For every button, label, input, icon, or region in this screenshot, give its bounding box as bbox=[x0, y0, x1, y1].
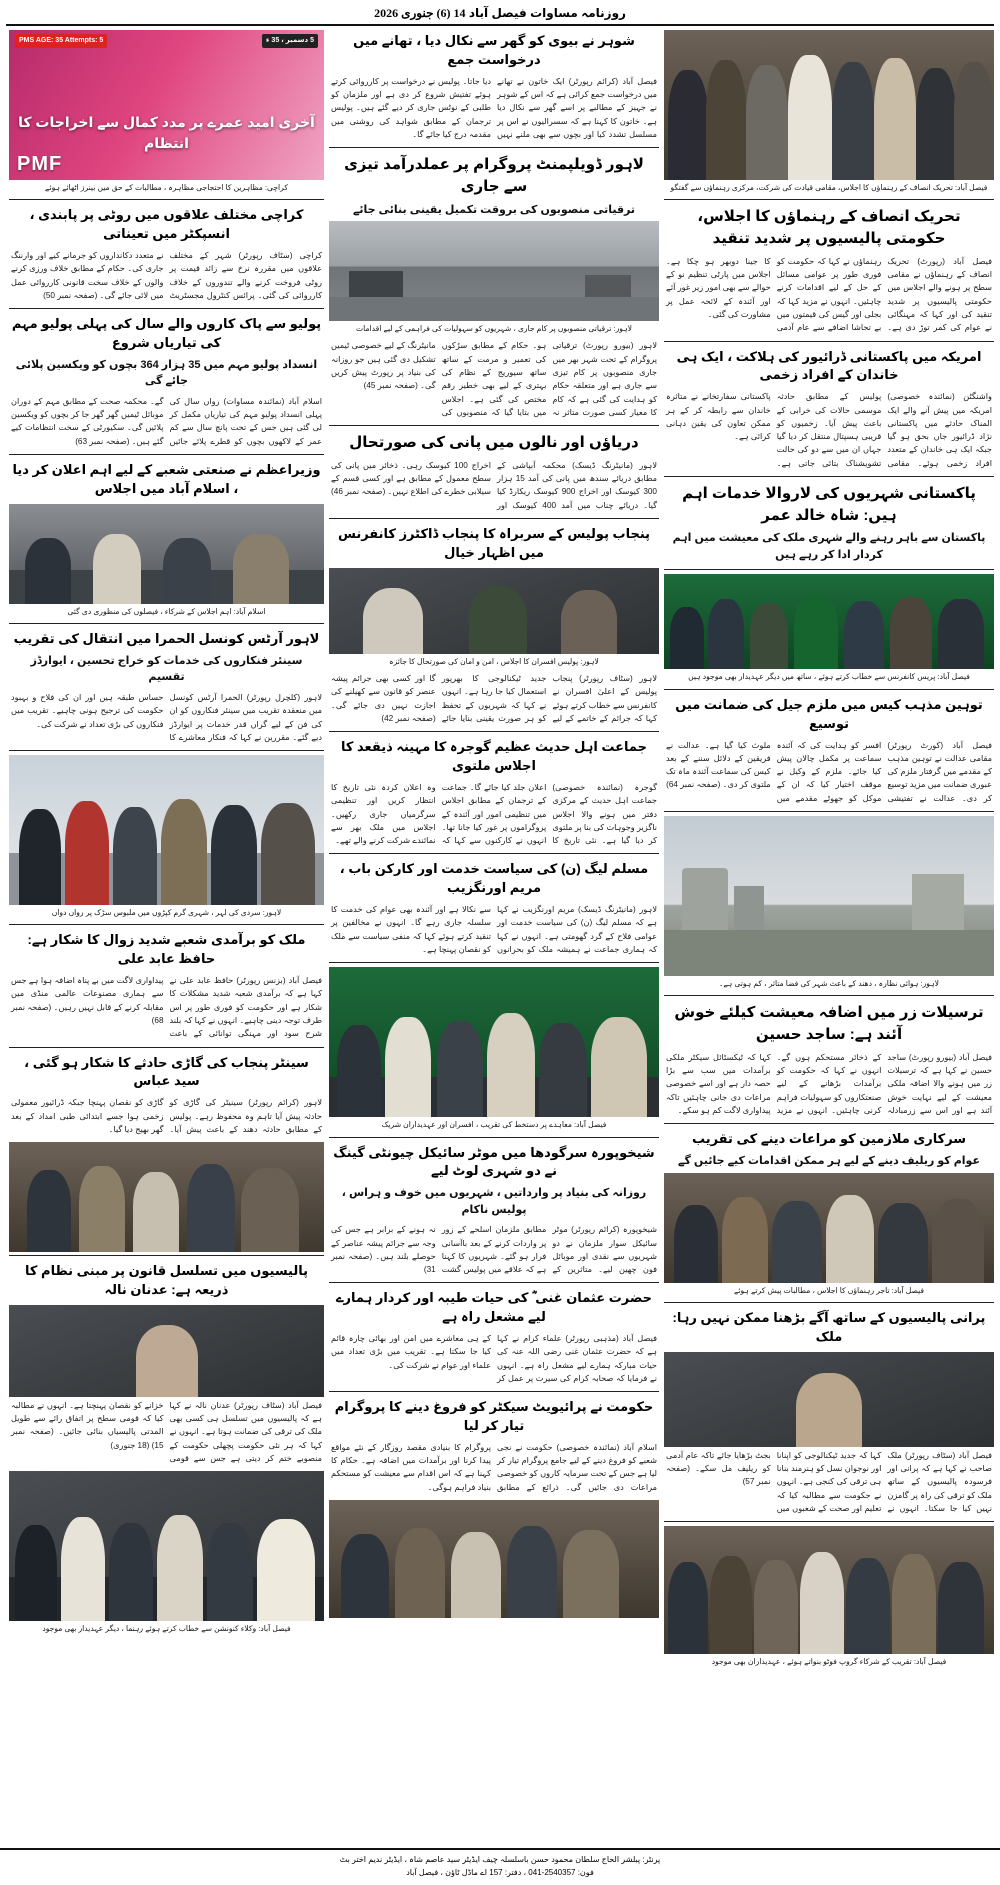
article-b4 bbox=[329, 523, 659, 732]
footer-line-1: پرنٹر: پبلشر الحاج سلطان محمود حسن باسلسلہ چیف ایڈیٹر سید عاصم شاہ ، ایڈیٹر ندیم اختر بٹ bbox=[339, 1854, 661, 1864]
photo-portrait-c9 bbox=[9, 1305, 324, 1397]
photo-bottom-right bbox=[664, 1526, 994, 1673]
subhead-a6: عوام کو ریلیف دینے کے لیے ہر ممکن اقدامات کیے جائیں گے bbox=[678, 1155, 980, 1168]
headline-a2: امریکہ میں پاکستانی ڈرائیور کی ہلاکت ، ایک ہی خاندان کے افراد زخمی bbox=[676, 348, 982, 383]
column-right bbox=[664, 30, 994, 1830]
article-c8 bbox=[9, 1052, 324, 1257]
body-c8: لاہور (کرائم رپورٹر) سینیٹر کی گاڑی کو حادثہ پیش آیا تاہم وہ محفوظ رہے۔ پولیس کے مطابق حادثہ دھند کے باعث پیش آیا۔ گاڑی کو نقصان پہنچا جبکہ ڈرائیور معمولی زخمی ہوا جسے ابتدائی طبی امداد کے بعد گھر بھیج دیا گیا۔ bbox=[11, 1098, 322, 1134]
headline-a5: ترسیلات زر میں اضافہ معیشت کیلئے خوش آئند ہے: ساجد حسین bbox=[674, 1004, 984, 1044]
article-a2 bbox=[664, 346, 994, 477]
subhead-b2: ترقیاتی منصوبوں کی بروقت تکمیل یقینی بنائی جائے bbox=[352, 203, 636, 216]
article-c5 bbox=[9, 628, 324, 751]
caption-bottom-right: فیصل آباد: تقریب کے شرکاء گروپ فوٹو بنواتے ہوئے ، عہدیداران بھی موجود bbox=[711, 1657, 947, 1667]
body-b2: لاہور (بیورو رپورٹ) ترقیاتی پروگرام کے تحت شہر بھر میں جاری منصوبوں پر کام تیزی سے جاری ہے اور متعلقہ حکام کو ہدایت کی گئی ہے کہ کام کا معیار کسی صورت متاثر نہ ہو۔ حکام کے مطابق سڑکوں کی تعمیر و مرمت کے ساتھ ساتھ سیوریج کے نظام کی بہتری کے لیے بھی خطیر رقم مختص کی گئی ہے۔ اجلاس میں بتایا گیا کہ منصوبوں کی مانیٹرنگ کے لیے خصوصی ٹیمیں تشکیل دی گئی ہیں جو روزانہ کی بنیاد پر رپورٹ پیش کریں گی۔ (صفحہ نمبر 45) bbox=[331, 341, 657, 417]
headline-a1: تحریک انصاف کے رہنماؤں کا اجلاس، حکومتی پالیسیوں پر شدید تنقید bbox=[697, 208, 961, 248]
headline-b5: جماعت اہل حدیث عظیم گوجرہ کا مہینہ ذیقعد کا اجلاس ملتوی bbox=[340, 739, 648, 774]
body-a2: واشنگٹن (نمائندہ خصوصی) امریکہ میں پیش آنے والے ایک المناک حادثے میں پاکستانی نژاد ڈرائیور جاں بحق ہو گیا جبکہ ایک ہی خاندان کے متعدد افراد زخمی ہوئے۔ مقامی پولیس کے مطابق حادثہ موسمی حالات کی خرابی کے باعث پیش آیا۔ زخمیوں کو قریبی ہسپتال منتقل کر دیا گیا جہاں ان میں سے دو کی حالت تشویشناک بتائی جاتی ہے۔ پاکستانی سفارتخانے نے متاثرہ خاندان سے رابطہ کر کے ہر ممکن تعاون کی یقین دہانی کرائی ہے۔ bbox=[666, 392, 992, 468]
headline-b9: حکومت نے پرائیویٹ سیکٹر کو فروغ دینے کا پروگرام تیار کر لیا bbox=[334, 1399, 654, 1434]
photo-group-meeting bbox=[664, 30, 994, 180]
caption-b7: فیصل آباد: معاہدے پر دستخط کی تقریب ، افسران اور عہدیداران شریک bbox=[381, 1120, 607, 1130]
photo-police-officials bbox=[329, 568, 659, 654]
subhead-c5: سینئر فنکاروں کی خدمات کو خراج تحسین ، ایوارڈز تقسیم bbox=[30, 654, 303, 684]
article-a3 bbox=[664, 481, 994, 571]
subhead-b7: روزانہ کی بنیاد پر وارداتیں ، شہریوں میں خوف و ہراس ، پولیس ناکام bbox=[341, 1187, 647, 1216]
body-a1: فیصل آباد (رپورٹ) تحریک انصاف کے رہنماؤں نے مقامی سطح پر ہونے والے اجلاس میں حکومتی پالیسیوں پر شدید تنقید کی اور کہا کہ مہنگائی نے عوام کی کمر توڑ دی ہے۔ رہنماؤں نے کہا کہ حکومت کو فوری طور پر عوامی مسائل کے حل کے لیے اقدامات کرنے چاہئیں۔ انہوں نے مزید کہا کہ بجلی اور گیس کی قیمتوں میں بے تحاشا اضافے سے عام آدمی کا جینا دوبھر ہو چکا ہے۔ اجلاس میں پارٹی تنظیم نو کے حوالے سے بھی امور زیر غور آئے اور آئندہ کے لائحہ عمل پر مشاورت کی گئی۔ bbox=[666, 256, 992, 333]
page-grid bbox=[6, 30, 994, 1830]
masthead-date: 14 (6) جنوری 2026 bbox=[374, 6, 466, 20]
headline-c8: سینٹر پنجاب کی گاڑی حادثے کا شکار ہو گئی ، سید عباس bbox=[24, 1054, 309, 1089]
article-b6 bbox=[329, 858, 659, 963]
caption-a1: فیصل آباد: تحریک انصاف کے رہنماؤں کا اجلاس، مقامی قیادت کی شرکت، مرکزی رہنماؤں سے گفتگو bbox=[670, 183, 988, 192]
article-b7-photo bbox=[329, 967, 659, 1137]
headline-b4: پنجاب پولیس کے سربراہ کا پنجاب ڈاکٹرز کانفرنس میں اظہار خیال bbox=[337, 526, 651, 560]
article-a1 bbox=[664, 30, 994, 200]
body-b8: فیصل آباد (مذہبی رپورٹر) علماء کرام نے کہا ہے کہ حضرت عثمان غنی رضی اللہ عنہ کی حیات مبارکہ ہمارے لیے مشعل راہ ہے۔ انہوں نے فرمایا کہ صحابہ کرام کی سیرت پر عمل کر کے ہی معاشرے میں امن اور بھائی چارہ قائم کیا جا سکتا ہے۔ تقریب میں بڑی تعداد میں علماء اور عوام نے شرکت کی۔ bbox=[331, 1334, 657, 1383]
page-footer bbox=[0, 1848, 1000, 1885]
article-b7-text bbox=[329, 1142, 659, 1284]
article-c9 bbox=[9, 1260, 324, 1640]
body-b7: شیخوپورہ (کرائم رپورٹر) موٹر سائیکل سوار ملزمان نے دو شہریوں سے نقدی اور موبائل فون چھین لیے۔ متاثرین کے مطابق ملزمان اسلحے کے زور پر واردات کرنے کے بعد باآسانی فرار ہو گئے۔ شہریوں کا کہنا ہے کہ علاقے میں پولیس گشت نہ ہونے کے برابر ہے جس کی وجہ سے جرائم پیشہ عناصر کے حوصلے بلند ہیں۔ (صفحہ نمبر 31) bbox=[331, 1225, 657, 1275]
article-a6 bbox=[664, 1128, 994, 1303]
photo-city-skyline bbox=[664, 816, 994, 976]
masthead bbox=[6, 4, 994, 26]
photo-press-conference bbox=[664, 574, 994, 669]
photo-indoor-meeting bbox=[329, 1500, 659, 1618]
headline-b1: شوہر نے بیوی کو گھر سے نکال دیا ، تھانے میں درخواست جمع bbox=[353, 33, 635, 67]
article-c3 bbox=[9, 313, 324, 455]
headline-b6: مسلم لیگ (ن) کی سیاست خدمت اور کارکن باب ، مریم اورنگزیب bbox=[339, 861, 649, 896]
body-b6: لاہور (مانیٹرنگ ڈیسک) مریم اورنگزیب نے کہا ہے کہ مسلم لیگ (ن) کی سیاست خدمت اور عوامی فلاح کے گرد گھومتی ہے۔ انہوں نے کہا کہ ہماری جماعت نے ہمیشہ ملک کو بحرانوں سے نکالا ہے اور آئندہ بھی عوام کی خدمت کا سلسلہ جاری رہے گا۔ انہوں نے مخالفین پر تنقید کرتے ہوئے کہا کہ منفی سیاست سے ملک کو نقصان پہنچا ہے۔ bbox=[331, 905, 657, 954]
photo-city bbox=[664, 816, 994, 996]
article-a1-text bbox=[664, 204, 994, 341]
subhead-a3: پاکستان سے باہر رہنے والے شہری ملک کی معیشت میں اہم کردار ادا کر رہے ہیں bbox=[672, 532, 986, 561]
headline-c7: ملک کو برآمدی شعبے شدید زوال کا شکار ہے: حافظ عابد علی bbox=[27, 932, 306, 967]
article-a5 bbox=[664, 1000, 994, 1124]
body-c3: اسلام آباد (نمائندہ مساوات) رواں سال کی پہلی انسداد پولیو مہم کی تیاریاں مکمل کر لی گئی ہیں جس کے تحت پانچ سال سے کم عمر کے لاکھوں بچوں کو قطرے پلائے جائیں گے۔ محکمہ صحت کے مطابق مہم کے دوران موبائل ٹیمیں گھر گھر جا کر بچوں کو ویکسین پلائیں گی۔ سکیورٹی کے سخت انتظامات کیے گئے ہیں۔ (صفحہ نمبر 63) bbox=[11, 396, 322, 446]
caption-city: لاہور: ہوائی نظارہ ، دھند کے باعث شہر کی فضا متاثر ، کم ہوتی ہے۔ bbox=[718, 978, 940, 988]
photo-lawyers-convention bbox=[9, 1471, 324, 1621]
headline-b3: دریاؤں اور نالوں میں پانی کی صورتحال bbox=[349, 434, 639, 452]
advert-banner[interactable] bbox=[9, 30, 324, 180]
column-left bbox=[9, 30, 324, 1830]
body-b5: گوجرہ (نمائندہ خصوصی) جماعت اہل حدیث کے مرکزی دفتر میں ہونے والا اجلاس ناگزیر وجوہات کی بنا پر ملتوی کر دیا گیا ہے۔ نئی تاریخ کا اعلان جلد کیا جائے گا۔ جماعت کے ترجمان کے مطابق اجلاس میں تنظیمی امور اور آئندہ کے پروگراموں پر غور کیا جانا تھا۔ انہوں نے کارکنوں سے کہا کہ وہ اعلان کردہ نئی تاریخ کا انتظار کریں اور تنظیمی سرگرمیاں جاری رکھیں۔ اجلاس میں ملک بھر سے نمائندے شرکت کرنے والے تھے۔ bbox=[331, 782, 657, 846]
article-b5 bbox=[329, 736, 659, 854]
article-b2 bbox=[329, 152, 659, 426]
article-b3 bbox=[329, 430, 659, 519]
photo-shop-front bbox=[9, 1142, 324, 1252]
article-c6-photo bbox=[9, 755, 324, 925]
caption-a4: فیصل آباد: پریس کانفرنس سے خطاب کرتے ہوئے ، ساتھ میں دیگر عہدیدار بھی موجود ہیں bbox=[688, 672, 970, 682]
photo-street-protest bbox=[9, 755, 324, 905]
subhead-c3: انسداد پولیو مہم میں 35 ہزار 364 بچوں کو ویکسین پلائی جائے گی bbox=[15, 358, 318, 388]
photo-road-work bbox=[329, 221, 659, 321]
caption-c1: کراچی: مظاہرین کا احتجاجی مظاہرہ ، مطالبات کے حق میں بینرز اٹھائے ہوئے bbox=[45, 183, 288, 192]
advert-logo: PMF bbox=[17, 153, 63, 175]
headline-b8: حضرت عثمان غنی ؓ کی حیات طیبہ اور کردار ہمارے لیے مشعل راہ ہے bbox=[335, 1290, 653, 1325]
photo-group-bottom bbox=[664, 1526, 994, 1654]
caption-a6: فیصل آباد: تاجر رہنماؤں کا اجلاس ، مطالبات پیش کرتے ہوئے bbox=[733, 1285, 925, 1295]
body-b1: فیصل آباد (کرائم رپورٹر) ایک خاتون نے تھانے میں درخواست جمع کرائی ہے کہ اس کے شوہر نے جہیز کے مطالبے پر اسے گھر سے نکال دیا ہے۔ خاتون کا کہنا ہے کہ سسرالیوں نے اس پر مسلسل تشدد کیا اور بچوں سے بھی ملنے نہیں دیا جاتا۔ پولیس نے درخواست پر کارروائی کرتے ہوئے تفتیش شروع کر دی ہے اور ملزمان کو طلبی کے نوٹس جاری کر دیے گئے ہیں۔ پولیس ترجمان کے مطابق شواہد کی روشنی میں مقدمہ درج کیا جائے گا۔ bbox=[331, 76, 657, 139]
headline-c3: پولیو سے پاک کاروں والے سال کی پہلی پولیو مہم کی تیاریاں شروع bbox=[11, 316, 322, 351]
caption-c9: فیصل آباد: وکلاء کنونشن سے خطاب کرتے ہوئے رہنما ، دیگر عہدیدار بھی موجود bbox=[42, 1624, 291, 1634]
headline-b7: شیخوپورہ سرگودھا میں موٹر سائیکل چیونٹی گینگ نے دو شہری لوٹ لیے bbox=[333, 1144, 655, 1179]
column-middle bbox=[329, 30, 659, 1830]
photo-signing-ceremony bbox=[329, 967, 659, 1117]
headline-c4: وزیراعظم نے صنعتی شعبے کے لیے اہم اعلان کر دیا ، اسلام آباد میں اجلاس bbox=[12, 462, 321, 496]
caption-c4: اسلام آباد: اہم اجلاس کے شرکاء ، فیصلوں کی منظوری دی گئی bbox=[67, 606, 266, 616]
headline-a6: سرکاری ملازمین کو مراعات دینے کی تقریب bbox=[691, 1131, 967, 1147]
article-c7 bbox=[9, 929, 324, 1047]
body-c9: فیصل آباد (سٹاف رپورٹر) عدنان نالہ نے کہا ہے کہ پالیسیوں میں تسلسل ہی کسی بھی ملک کی ترقی کی ضمانت ہوتا ہے۔ انہوں نے کہا کہ ہر نئی حکومت پچھلی حکومت کے منصوبے ختم کر دیتی ہے جس سے قومی خزانے کو نقصان پہنچتا ہے۔ انہوں نے مطالبہ کیا کہ قومی سطح پر اتفاق رائے سے طویل المدتی پالیسیاں بنائی جائیں۔ (صفحہ نمبر 15) (18 جنوری) bbox=[11, 1400, 322, 1463]
photo-award-ceremony bbox=[664, 1173, 994, 1283]
article-a7 bbox=[664, 1307, 994, 1522]
body-a4: فیصل آباد (کورٹ رپورٹر) مقامی عدالت نے توہین مذہب کے مقدمے میں گرفتار ملزم کی عبوری ضمانت میں مزید توسیع کر دی۔ عدالت نے تفتیشی افسر کو ہدایت کی کہ آئندہ سماعت پر مکمل چالان پیش کیا جائے۔ ملزم کے وکیل نے موقف اختیار کیا کہ ان کے موکل کو جھوٹے مقدمے میں ملوث کیا گیا ہے۔ عدالت نے فریقین کے دلائل سننے کے بعد کیس کی سماعت آئندہ ماہ تک ملتوی کر دی۔ (صفحہ نمبر 64) bbox=[666, 740, 992, 803]
advert-badge-date: 5 دسمبر ، 35 ء bbox=[262, 34, 318, 48]
article-a4-text bbox=[664, 694, 994, 812]
headline-b2: لاہور ڈویلپمنٹ پروگرام پر عملدرآمد تیزی سے جاری bbox=[344, 156, 644, 195]
article-b9 bbox=[329, 1396, 659, 1621]
caption-b4: لاہور: پولیس افسران کا اجلاس ، امن و امان کی صورتحال کا جائزہ bbox=[389, 656, 599, 666]
caption-b2: لاہور: ترقیاتی منصوبوں پر کام جاری ، شہریوں کو سہولیات کی فراہمی کے لیے اقدامات bbox=[356, 324, 632, 334]
article-b8 bbox=[329, 1287, 659, 1392]
headline-a3: پاکستانی شہریوں کی لاروالا خدمات اہم ہیں: شاہ خالد عمر bbox=[682, 484, 976, 524]
body-b4: لاہور (سٹاف رپورٹر) پنجاب پولیس کے اعلیٰ افسران نے کانفرنس سے خطاب کرتے ہوئے کہا کہ جرائم کے خاتمے کے لیے جدید ٹیکنالوجی کا بھرپور استعمال کیا جا رہا ہے۔ انہوں نے کہا کہ شہریوں کے تحفظ کو ہر صورت یقینی بنایا جائے گا اور کسی بھی جرائم پیشہ عنصر کو قانون سے کھیلنے کی اجازت نہیں دی جائے گی۔ (صفحہ نمبر 42) bbox=[331, 674, 657, 723]
photo-official-meeting bbox=[9, 504, 324, 604]
article-b1 bbox=[329, 30, 659, 148]
body-c5: لاہور (کلچرل رپورٹر) الحمرا آرٹس کونسل میں منعقدہ تقریب میں سینئر فنکاروں کو ان کی فن کے لیے گراں قدر خدمات پر ایوارڈز دیے گئے۔ مقررین نے کہا کہ فنکار معاشرے کا حساس طبقہ ہیں اور ان کی فلاح و بہبود حکومت کی ترجیح ہونی چاہیے۔ تقریب میں فنکاروں کی بڑی تعداد نے شرکت کی۔ bbox=[11, 692, 322, 742]
article-c2 bbox=[9, 204, 324, 309]
headline-c5: لاہور آرٹس کونسل الحمرا میں انتقال کی تقریب bbox=[13, 631, 320, 647]
headline-a7: پرانی پالیسیوں کے ساتھ آگے بڑھنا ممکن نہیں رہا: ملک bbox=[672, 1309, 986, 1344]
advert-badge-pms: PMS AGE: 35 Attempts: 5 bbox=[15, 34, 107, 48]
body-b9: اسلام آباد (نمائندہ خصوصی) حکومت نے نجی شعبے کو فروغ دینے کے لیے جامع پروگرام تیار کر لیا ہے جس کے تحت سرمایہ کاروں کو خصوصی مراعات دی جائیں گی۔ ذرائع کے مطابق پروگرام کا بنیادی مقصد روزگار کے نئے مواقع پیدا کرنا اور برآمدات میں اضافہ ہے۔ حکام کا کہنا ہے کہ اس اقدام سے معیشت کو مستحکم بنیاد فراہم ہوگی۔ bbox=[331, 1442, 657, 1492]
body-a5: فیصل آباد (بیورو رپورٹ) ساجد حسین نے کہا ہے کہ ترسیلات زر میں ہونے والا اضافہ ملکی معیشت کے لیے نہایت خوش آئند ہے اور اس سے زرمبادلہ کے ذخائر مستحکم ہوں گے۔ انہوں نے کہا کہ حکومت کو برآمدات بڑھانے کے لیے صنعتکاروں کو سہولیات فراہم کرنی چاہئیں۔ انہوں نے مزید کہا کہ ٹیکسٹائل سیکٹر ملکی برآمدات میں سب سے بڑا حصہ دار ہے اور اسے خصوصی مراعات دی جانی چاہئیں تاکہ پیداواری لاگت کم ہو سکے۔ bbox=[666, 1052, 992, 1115]
caption-c6: لاہور: سردی کی لہر ، شہری گرم کپڑوں میں ملبوس سڑک پر رواں دواں bbox=[51, 908, 282, 918]
body-a7: فیصل آباد (سٹاف رپورٹر) ملک صاحب نے کہا ہے کہ پرانی اور فرسودہ پالیسیوں کے ساتھ ملک کو ترقی کی راہ پر گامزن نہیں کیا جا سکتا۔ انہوں نے کہا کہ جدید ٹیکنالوجی کو اپنانا اور نوجوان نسل کو ہنرمند بنانا ہی ترقی کی کنجی ہے۔ انہوں نے حکومت سے مطالبہ کیا کہ تعلیم اور صحت کے شعبوں میں بجٹ بڑھایا جائے تاکہ عام آدمی کو ریلیف مل سکے۔ (صفحہ نمبر 57) bbox=[666, 1450, 992, 1513]
advert-title: آخری امید عمرے پر مدد کمال سے اخراجات کا انتظام bbox=[18, 114, 315, 151]
headline-c2: کراچی مختلف علاقوں میں روٹی پر پابندی ، انسپکٹر میں تعیناتی bbox=[29, 207, 304, 242]
body-c7: فیصل آباد (بزنس رپورٹر) حافظ عابد علی نے کہا ہے کہ برآمدی شعبہ شدید مشکلات کا شکار ہے اور حکومت کو فوری طور پر اس طرف توجہ دینی چاہیے۔ انہوں نے کہا کہ بلند شرح سود اور مہنگی توانائی کے باعث پیداواری لاگت میں بے پناہ اضافہ ہوا ہے جس سے ہماری مصنوعات عالمی منڈی میں مقابلہ کرنے کے قابل نہیں رہیں۔ (صفحہ نمبر 68) bbox=[11, 976, 322, 1039]
headline-c9: پالیسیوں میں تسلسل قانون پر مبنی نظام کا ذریعہ ہے: عدنان نالہ bbox=[24, 1263, 309, 1297]
masthead-title: روزنامہ مساوات فیصل آباد bbox=[468, 6, 626, 20]
article-a4-photo bbox=[664, 574, 994, 689]
body-b3: لاہور (مانیٹرنگ ڈیسک) محکمہ آبپاشی کے مطابق دریائے سندھ میں پانی کی آمد 15 ہزار 300 کیوسک اور اخراج 900 کیوسک ریکارڈ کیا گیا۔ دریائے چناب میں آمد 400 کیوسک اور اخراج 100 کیوسک رہی۔ ذخائر میں پانی کی سطح معمول کے مطابق ہے اور کسی قسم کے سیلابی خطرے کی اطلاع نہیں۔ (صفحہ نمبر 46) bbox=[331, 460, 657, 510]
headline-a4: توہین مذہب کیس میں ملزم جیل کی ضمانت میں توسیع bbox=[675, 696, 983, 731]
body-c2: کراچی (سٹاف رپورٹر) شہر کے مختلف علاقوں میں مقررہ نرخ سے زائد قیمت پر روٹی فروخت کرنے والے تندوروں کے خلاف کارروائی کی گئی۔ پرائس کنٹرول مجسٹریٹ نے متعدد دکانداروں کو جرمانے کیے اور وارننگ جاری کی۔ حکام کے مطابق خلاف ورزی کرنے والوں کے خلاف سخت قانونی کارروائی عمل میں لائی جائے گی۔ (صفحہ نمبر 50) bbox=[11, 251, 322, 300]
photo-portrait-a7 bbox=[664, 1352, 994, 1447]
footer-line-2: فون: 2540357-041 ، دفتر: 157 اے ماڈل ٹاؤن ، فیصل آباد bbox=[406, 1868, 594, 1878]
advert-c1 bbox=[9, 30, 324, 200]
article-c4 bbox=[9, 459, 324, 624]
